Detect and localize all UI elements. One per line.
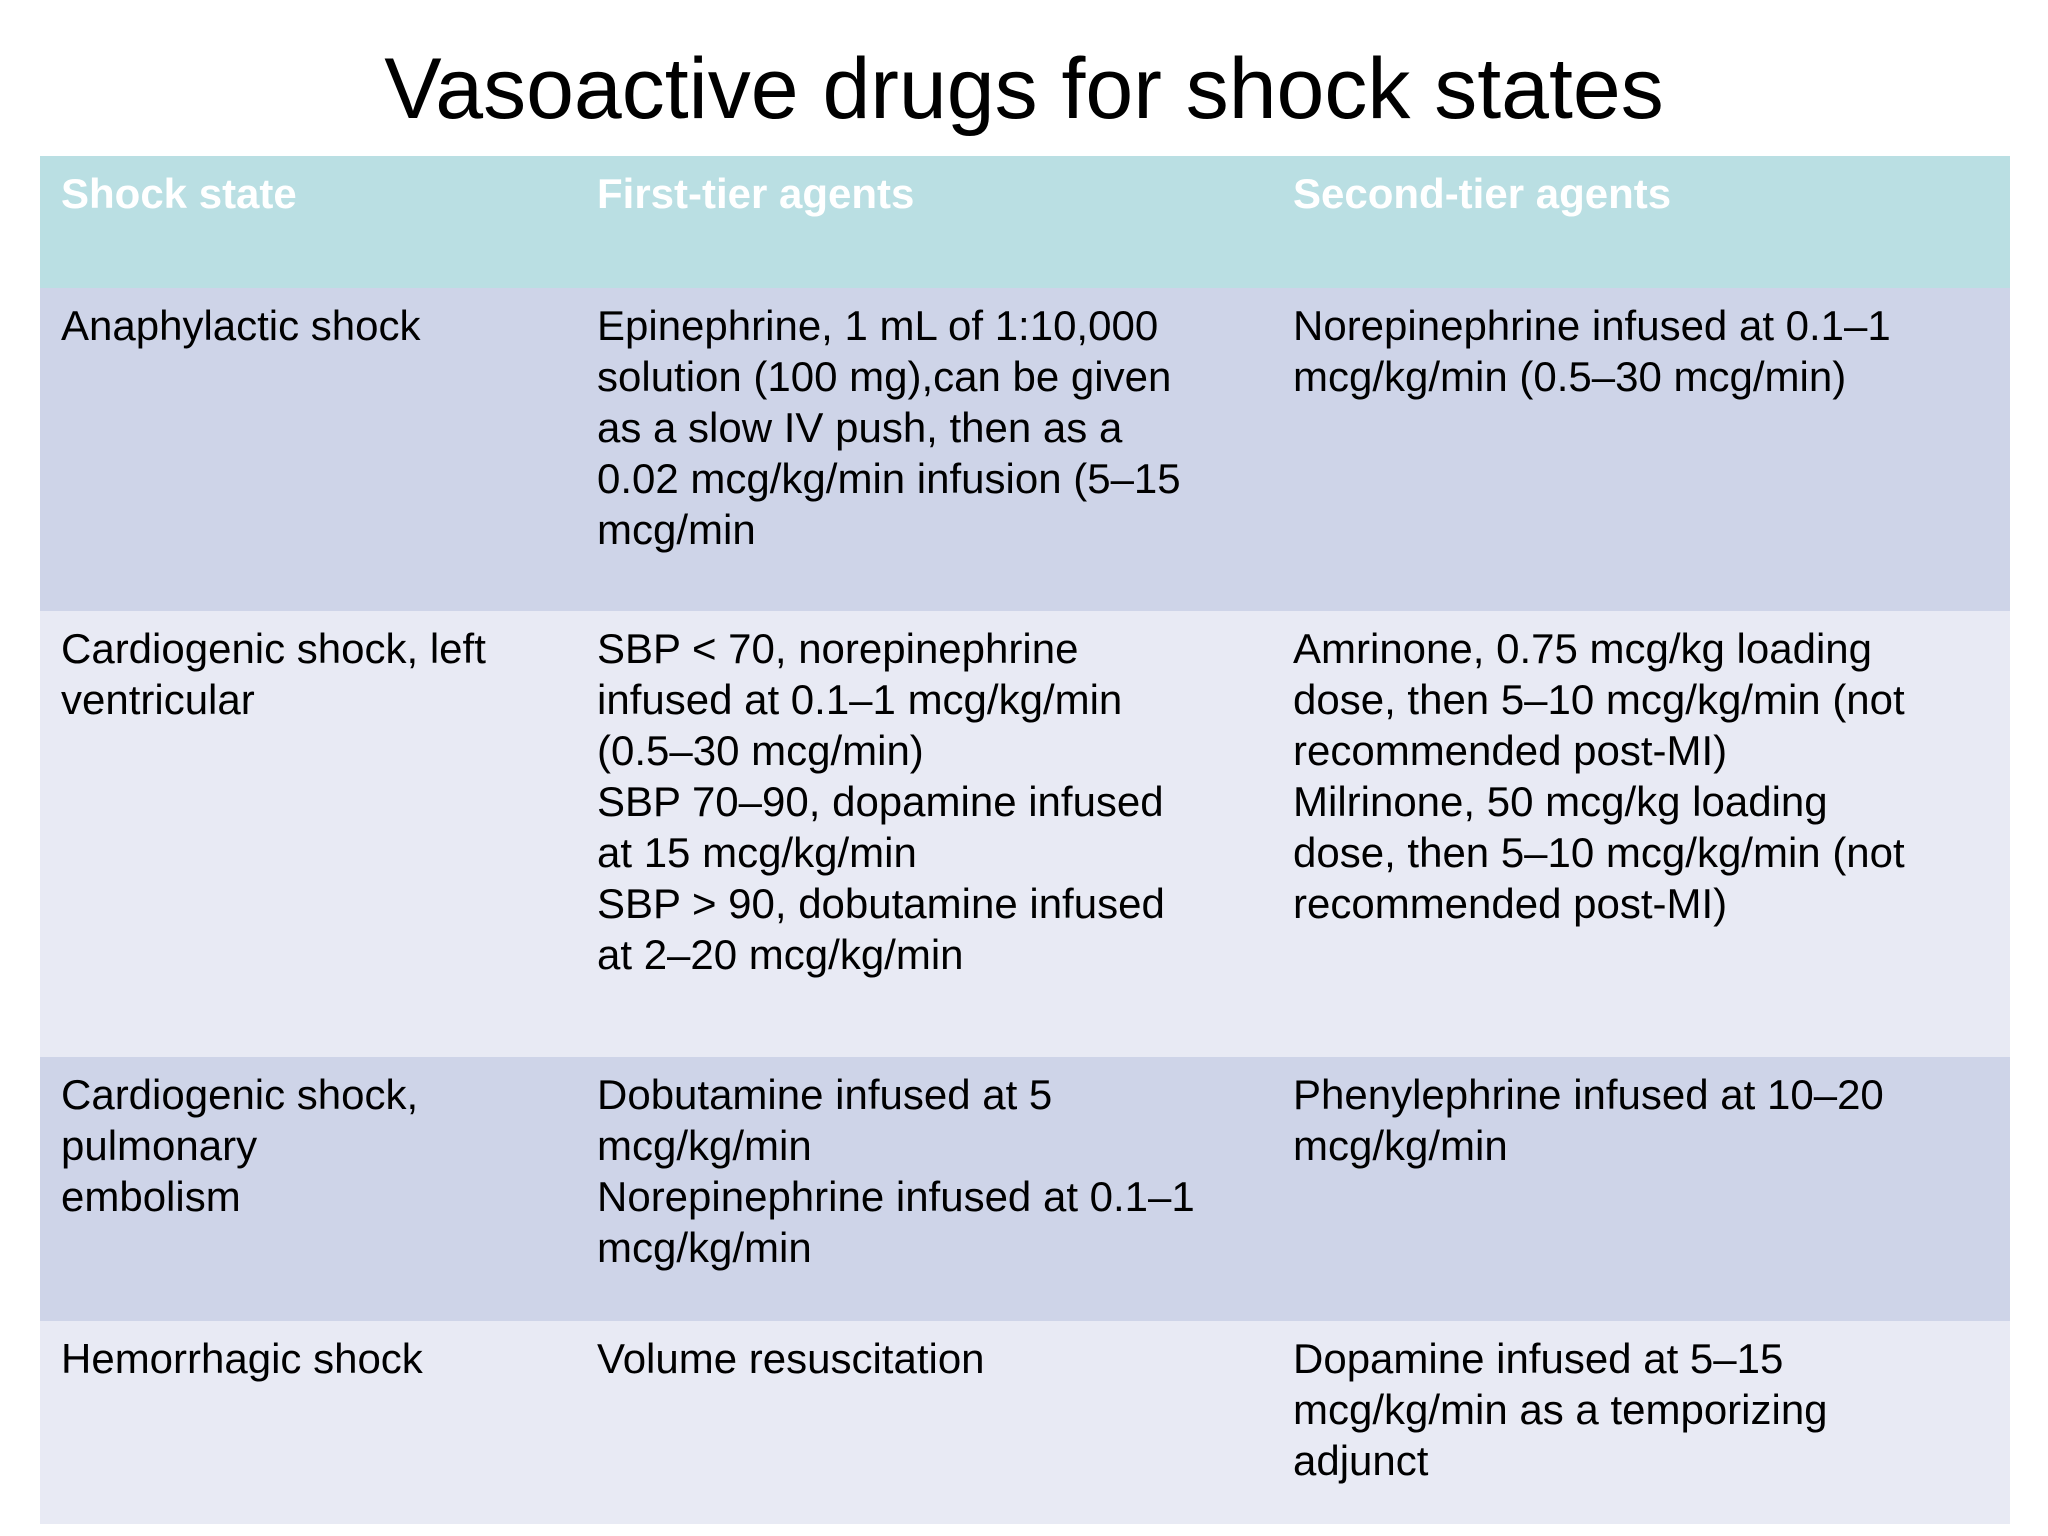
cell-line: adjunct (1293, 1437, 1429, 1484)
cell-line: SBP 70–90, dopamine infused (597, 778, 1164, 825)
cell-line: mcg/kg/min (1293, 1122, 1508, 1169)
table-row (40, 611, 2010, 1057)
cell-line: Cardiogenic shock, (61, 1071, 419, 1118)
cell-line: ventricular (61, 676, 255, 723)
shock-state-cell (40, 288, 576, 611)
cell-line: Milrinone, 50 mcg/kg loading (1293, 778, 1828, 825)
cell-line: recommended post-MI) (1293, 880, 1728, 927)
cell-line: embolism (61, 1173, 241, 1220)
cell-line: Epinephrine, 1 mL of 1:10,000 (597, 302, 1159, 349)
cell-line: mcg/kg/min as a temporizing (1293, 1386, 1828, 1433)
cell-line: Phenylephrine infused at 10–20 (1293, 1071, 1884, 1118)
table-row (40, 1321, 2010, 1524)
cell-line: at 15 mcg/kg/min (597, 829, 917, 876)
slide-title: Vasoactive drugs for shock states (384, 41, 1664, 137)
header-second-tier: Second-tier agents (1293, 170, 1672, 217)
shock-state-cell (40, 1057, 576, 1321)
cell-line: solution (100 mg),can be given (597, 353, 1172, 400)
first-tier-cell (576, 1057, 1272, 1321)
cell-line: Norepinephrine infused at 0.1–1 (1293, 302, 1891, 349)
table-header-row (40, 156, 2010, 288)
cell-line: recommended post-MI) (1293, 727, 1728, 774)
cell-line: Anaphylactic shock (61, 302, 421, 349)
first-tier-cell (576, 611, 1272, 1057)
cell-line: dose, then 5–10 mcg/kg/min (not (1293, 676, 1905, 723)
header-shock-state: Shock state (61, 170, 297, 217)
second-tier-cell (1272, 288, 2010, 611)
cell-line: at 2–20 mcg/kg/min (597, 931, 964, 978)
cell-line: mcg/kg/min (0.5–30 mcg/min) (1293, 353, 1847, 400)
cell-line: mcg/kg/min (597, 1224, 812, 1271)
cell-line: 0.02 mcg/kg/min infusion (5–15 (597, 455, 1181, 502)
cell-line: SBP < 70, norepinephrine (597, 625, 1079, 672)
second-tier-cell (1272, 1321, 2010, 1524)
cell-line: Volume resuscitation (597, 1335, 985, 1382)
header-first-tier: First-tier agents (597, 170, 915, 217)
cell-line: infused at 0.1–1 mcg/kg/min (597, 676, 1123, 723)
cell-line: Dopamine infused at 5–15 (1293, 1335, 1784, 1382)
cell-line: dose, then 5–10 mcg/kg/min (not (1293, 829, 1905, 876)
cell-line: Hemorrhagic shock (61, 1335, 423, 1382)
cell-line: Norepinephrine infused at 0.1–1 (597, 1173, 1195, 1220)
shock-state-cell (40, 611, 576, 1057)
cell-line: mcg/min (597, 506, 756, 553)
cell-line: Cardiogenic shock, left (61, 625, 486, 672)
cell-line: pulmonary (61, 1122, 258, 1169)
cell-line: Amrinone, 0.75 mcg/kg loading (1293, 625, 1872, 672)
cell-line: as a slow IV push, then as a (597, 404, 1123, 451)
first-tier-cell (576, 288, 1272, 611)
cell-line: mcg/kg/min (597, 1122, 812, 1169)
cell-line: Dobutamine infused at 5 (597, 1071, 1053, 1118)
cell-line: SBP > 90, dobutamine infused (597, 880, 1165, 927)
table-row (40, 1057, 2010, 1321)
second-tier-cell (1272, 611, 2010, 1057)
shock-state-cell (40, 1321, 576, 1524)
drug-table (40, 156, 2010, 1524)
first-tier-cell (576, 1321, 1272, 1524)
second-tier-cell (1272, 1057, 2010, 1321)
table-row (40, 288, 2010, 611)
cell-line: (0.5–30 mcg/min) (597, 727, 924, 774)
